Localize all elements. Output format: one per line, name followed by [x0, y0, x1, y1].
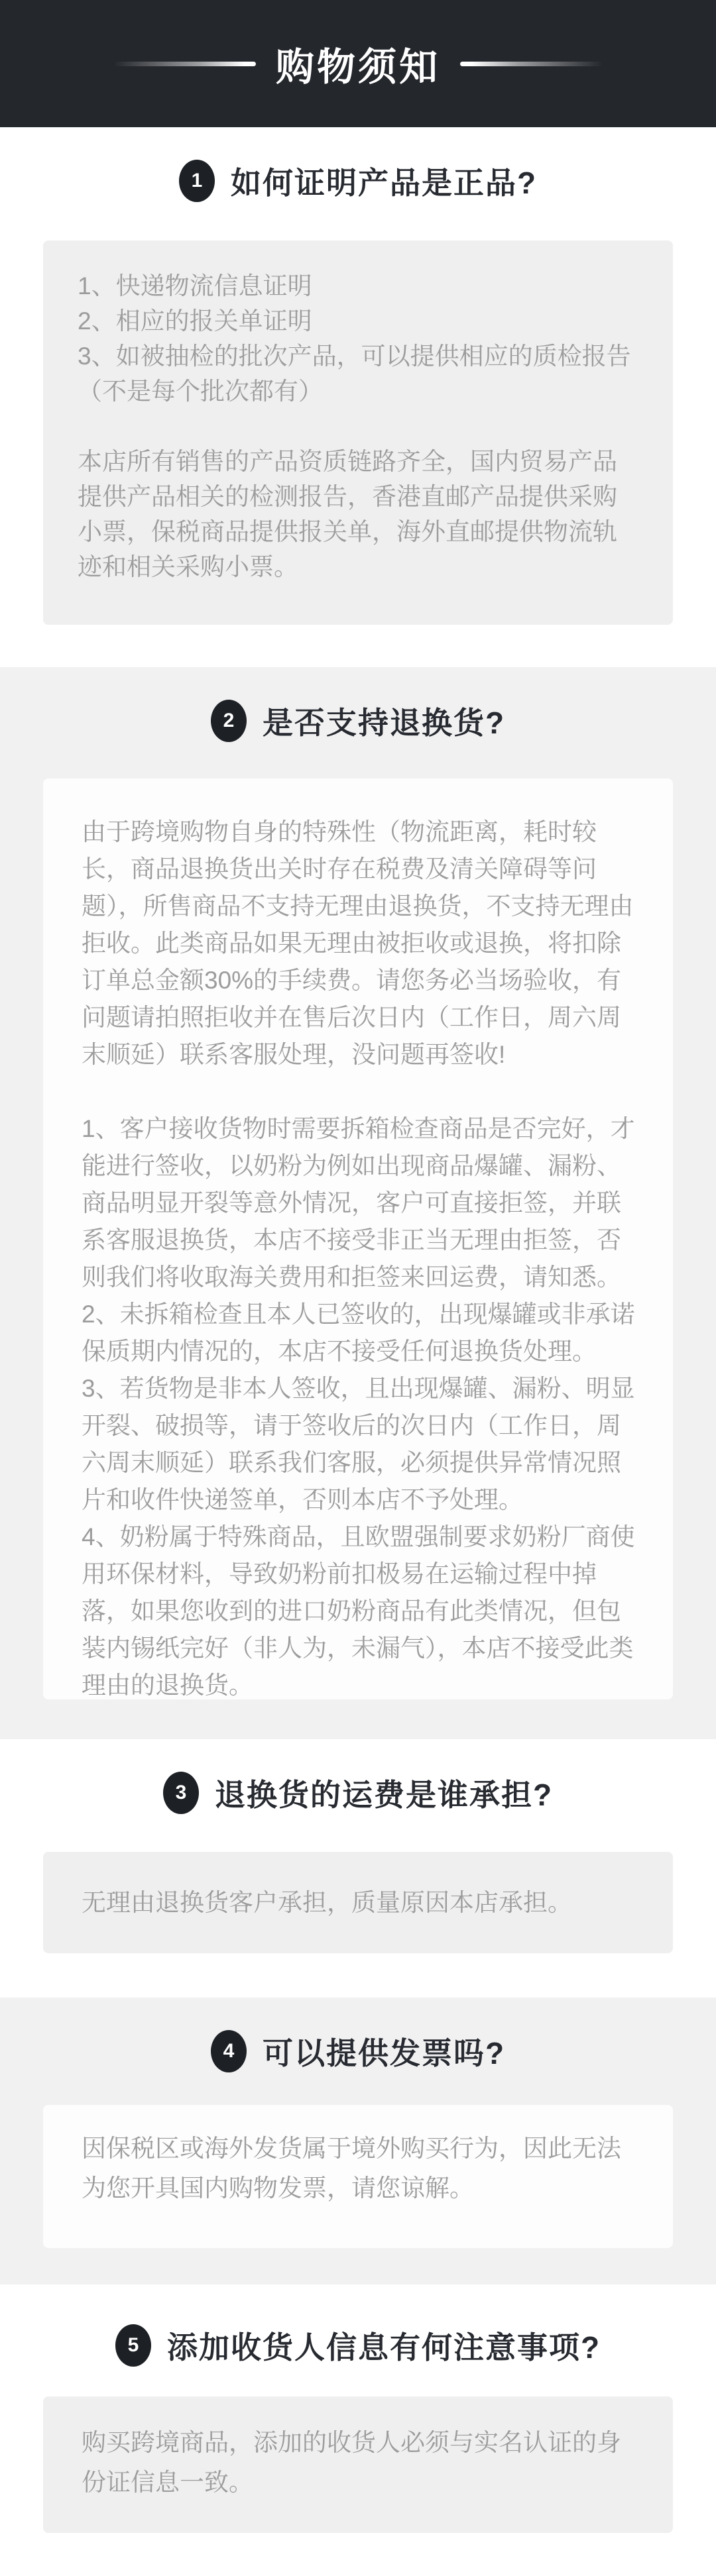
section-number-badge: 4	[211, 2030, 247, 2072]
list-item: 3、如被抽检的批次产品，可以提供相应的质检报告（不是每个批次都有）	[78, 343, 631, 405]
section-recipient-info	[0, 2284, 716, 2576]
paragraph: 因保税区或海外发货属于境外购买行为，因此无法为您开具国内购物发票，请您谅解。	[82, 2135, 621, 2202]
section-shipping-fee	[0, 1739, 716, 1998]
paragraph: 购买跨境商品，添加的收货人必须与实名认证的身份证信息一致。	[82, 2429, 621, 2496]
list-item: 2、相应的报关单证明	[78, 307, 312, 335]
section-title: 添加收货人信息有何注意事项?	[166, 2330, 601, 2365]
header-decor-line-left	[113, 62, 256, 66]
section-authenticity	[0, 127, 716, 667]
section-title: 如何证明产品是正品?	[230, 166, 538, 200]
section-number-badge: 2	[211, 700, 247, 742]
page-title: 购物须知	[275, 46, 440, 89]
section-number-badge: 1	[179, 160, 215, 202]
content-box	[43, 1852, 673, 1953]
list-item: 1、快递物流信息证明	[78, 272, 312, 299]
section-title-row	[0, 2284, 716, 2364]
content-box	[43, 241, 673, 625]
list-item: 2、未拆箱检查且本人已签收的，出现爆罐或非承诺保质期内情况的，本店不接受任何退换货处理。	[82, 1301, 635, 1365]
section-returns	[0, 667, 716, 1739]
section-title-row	[0, 127, 716, 199]
header-decor-line-right	[460, 62, 603, 66]
paragraph: 无理由退换货客户承担，质量原因本店承担。	[82, 1888, 572, 1916]
list-item: 1、客户接收货物时需要拆箱检查商品是否完好，才能进行签收，以奶粉为例如出现商品爆罐、漏粉、商品明显开裂等意外情况，客户可直接拒签，并联系客服退换货，本店不接受非正当无理由拒签，否则我们将收取海关费用和拒签来回运费，请知悉。	[82, 1115, 635, 1291]
section-invoice	[0, 1998, 716, 2284]
section-title: 是否支持退换货?	[262, 706, 506, 740]
section-title: 退换货的运费是谁承担?	[214, 1778, 554, 1812]
list-item: 3、若货物是非本人签收，且出现爆罐、漏粉、明显开裂、破损等，请于签收后的次日内（工作日，周六周末顺延）联系我们客服，必须提供异常情况照片和收件快递签单，否则本店不予处理。	[82, 1375, 635, 1513]
section-title-row	[0, 1998, 716, 2070]
notice-header	[0, 0, 716, 127]
section-number-badge: 5	[115, 2324, 151, 2367]
section-title-row	[0, 1739, 716, 1811]
section-number-badge: 3	[163, 1772, 199, 1814]
section-title-row	[0, 667, 716, 739]
list-item: 4、奶粉属于特殊商品，且欧盟强制要求奶粉厂商使用环保材料，导致奶粉前扣极易在运输过程中掉落，如果您收到的进口奶粉商品有此类情况，但包装内锡纸完好（非人为，未漏气），本店不接受此类理由的退换货。	[82, 1523, 635, 1699]
content-box	[43, 2105, 673, 2248]
content-box	[43, 2396, 673, 2533]
paragraph: 本店所有销售的产品资质链路齐全，国内贸易产品提供产品相关的检测报告，香港直邮产品提供采购小票，保税商品提供报关单，海外直邮提供物流轨迹和相关采购小票。	[78, 448, 617, 580]
section-title: 可以提供发票吗?	[262, 2036, 506, 2070]
paragraph: 由于跨境购物自身的特殊性（物流距离，耗时较长，商品退换货出关时存在税费及清关障碍等问题），所售商品不支持无理由退换货，不支持无理由拒收。此类商品如果无理由被拒收或退换，将扣除订单总金额30%的手续费。请您务必当场验收，有问题请拍照拒收并在售后次日内（工作日，周六周末顺延）联系客服处理，没问题再签收!	[82, 818, 634, 1068]
content-box	[43, 778, 673, 1699]
